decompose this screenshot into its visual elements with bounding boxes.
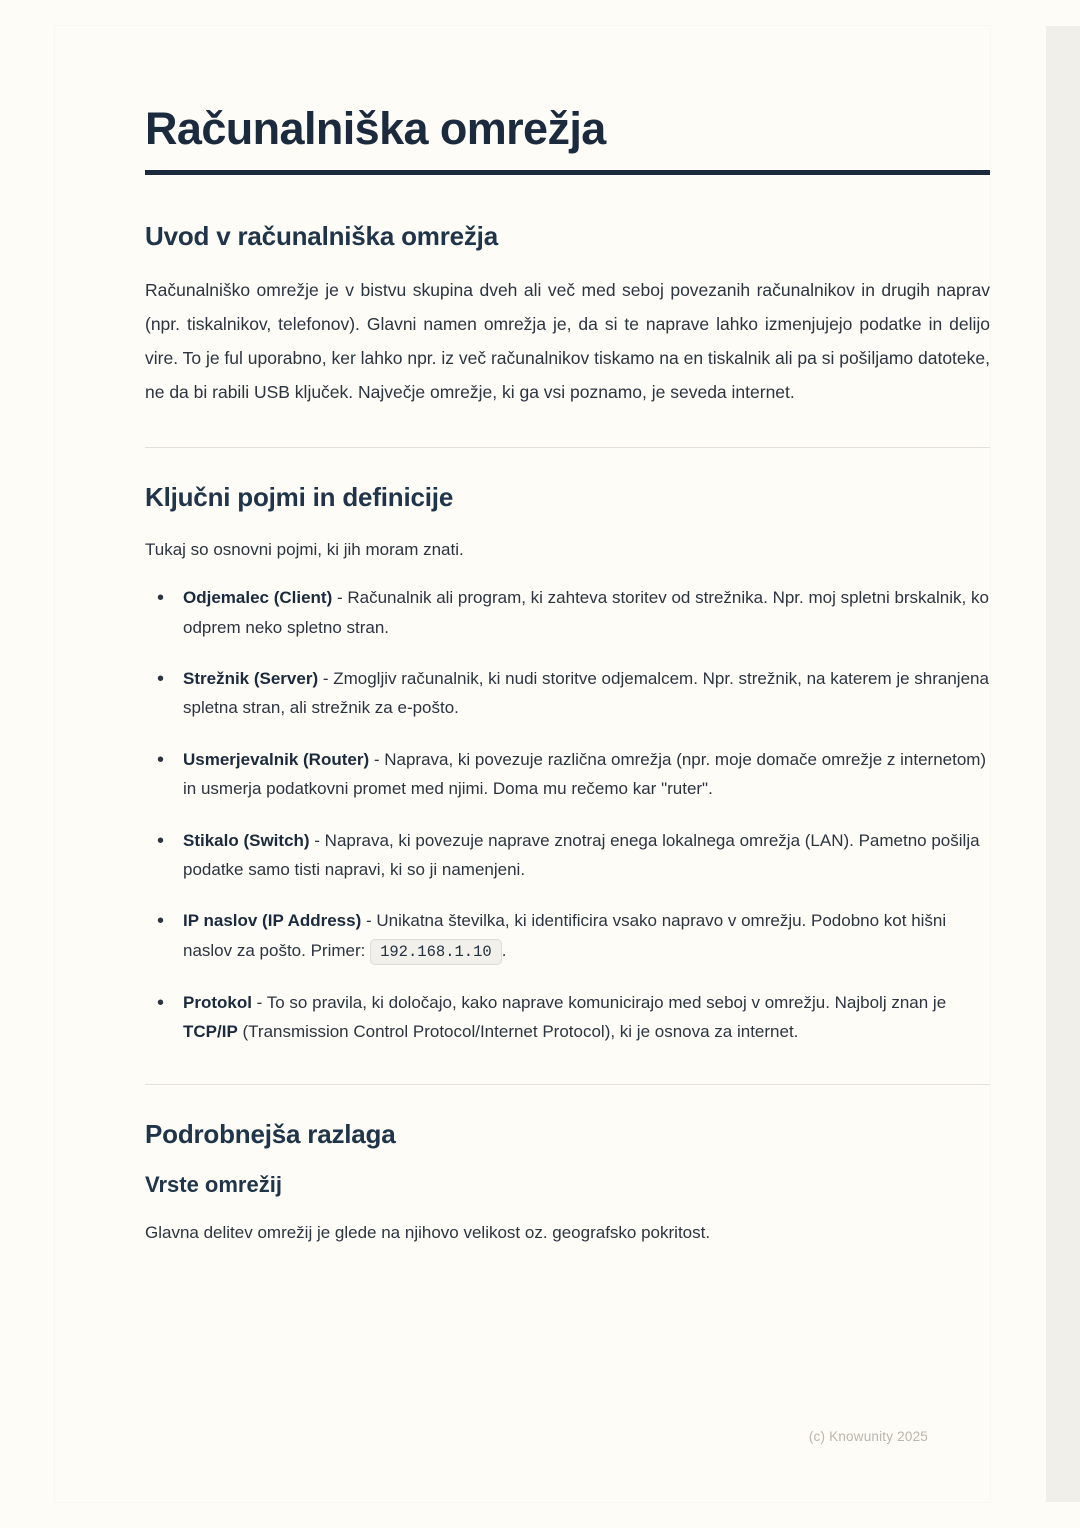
list-item [145,906,990,965]
term-description-before: - Unikatna številka, ki identificira vsako napravo v omrežju. Podobno kot hišni naslov za pošto. Primer: [183,911,947,960]
subsection-paragraph-network-types: Glavna delitev omrežij je glede na njihovo velikost oz. geografsko pokritost. [145,1223,711,1243]
section-heading-key-terms: Ključni pojmi in definicije [145,482,454,513]
term-description: - Naprava, ki povezuje različna omrežja (npr. moje domače omrežje z internetom) in usmerja podatkovni promet med njimi. Doma mu rečemo kar "ruter". [183,749,987,799]
term-label: Protokol [183,992,252,1012]
list-item [145,664,990,723]
section-heading-intro: Uvod v računalniška omrežja [145,221,498,252]
term-description: - Računalnik ali program, ki zahteva storitev od strežnika. Npr. moj spletni brskalnik, ko odprem neko spletno stran. [183,588,989,637]
term-description: - Naprava, ki povezuje naprave znotraj enega lokalnega omrežja (LAN). Pametno pošilja podatke samo tisti napravi, ki so ji namenjeni. [183,830,980,880]
document-content [145,104,990,1266]
term-description-before: - To so pravila, ki določajo, kako naprave komunicirajo med seboj v omrežju. Najbolj znan je [251,992,947,1012]
term-label: Strežnik (Server) [183,669,319,689]
term-description: - Zmogljiv računalnik, ki nudi storitve odjemalcem. Npr. strežnik, na katerem je shranjena spletna stran, ali strežnik za e-pošto. [183,669,989,718]
term-label: Odjemalec (Client) [183,588,333,608]
section-intro [145,221,990,409]
vertical-scrollbar[interactable] [1046,26,1080,1502]
term-description-after: . [501,940,507,960]
protocol-name: TCP/IP [183,1022,238,1042]
list-item [145,745,990,804]
section-heading-details: Podrobnejša razlaga [145,1119,396,1150]
ip-address-code: 192.168.1.10 [370,939,502,965]
terms-list [145,583,990,1046]
paper-sheet [55,26,990,1502]
term-label: Stikalo (Switch) [183,830,310,850]
section-divider-1 [145,447,990,448]
page-title: Računalniška omrežja [145,103,606,154]
section-key-terms [145,482,990,1046]
subsection-heading-network-types: Vrste omrežij [145,1172,282,1198]
section-divider-2 [145,1084,990,1085]
watermark: (c) Knowunity 2025 [808,1429,928,1444]
section-paragraph-intro: Računalniško omrežje je v bistvu skupina dveh ali več med seboj povezanih računalnikov in drugih naprav (npr. tiskalnikov, telefonov). Glavni namen omrežja je, da si te naprave lahko izmenjujejo podatke in delijo vire. To je ful uporabno, ker lahko npr. iz več računalnikov tiskamo na en tiskalnik ali pa si pošiljamo datoteke, ne da bi rabili USB ključek. Največje omrežje, ki ga vsi poznamo, je seveda internet. [145,280,990,402]
term-label: IP naslov (IP Address) [183,911,362,931]
title-divider [145,170,990,175]
list-item [145,988,990,1047]
term-description-after: (Transmission Control Protocol/Internet Protocol), ki je osnova za internet. [237,1022,799,1042]
list-item [145,583,990,642]
list-item [145,826,990,885]
term-label: Usmerjevalnik (Router) [183,749,370,769]
section-lead-key-terms: Tukaj so osnovni pojmi, ki jih moram znati. [145,540,464,560]
section-details [145,1119,990,1248]
